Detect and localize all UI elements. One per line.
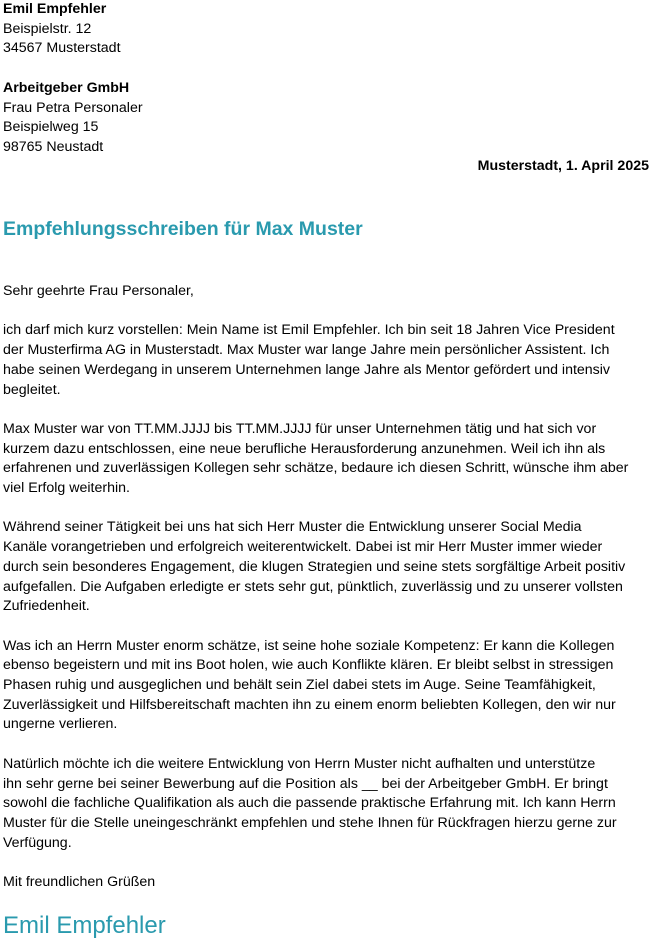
paragraph-line: sowohl die fachliche Qualifikation als auch die passende praktische Erfahrung mit. Ich kann Herrn — [3, 795, 616, 812]
paragraph-line: Natürlich möchte ich die weitere Entwicklung von Herrn Muster nicht aufhalten und unterstütze — [3, 755, 596, 772]
paragraph-recommendation — [3, 755, 649, 854]
paragraph-line: ich darf mich kurz vorstellen: Mein Name ist Emil Empfehler. Ich bin seit 18 Jahren Vice President — [3, 322, 615, 339]
paragraph-line: Verfügung. — [3, 834, 72, 851]
paragraph-line: begleitet. — [3, 381, 61, 398]
paragraph-line: kurzem dazu entschlossen, eine neue berufliche Herausforderung anzunehmen. Weil ich ihn als — [3, 440, 606, 457]
paragraph-line: ungerne verlieren. — [3, 716, 118, 733]
paragraph-line: habe seinen Werdegang in unserem Unternehmen lange Jahre als Mentor gefördert und intensiv — [3, 361, 611, 378]
letter-body — [3, 282, 649, 912]
paragraph-line: durch sein besonderes Engagement, die klugen Strategien und seine stets sorgfältige Arbeit positiv — [3, 558, 626, 575]
paragraph-line: aufgefallen. Die Aufgaben erledigte er stets sehr gut, pünktlich, zuverlässig und zu unserer vollsten — [3, 578, 623, 595]
paragraph-social-skills — [3, 637, 649, 736]
paragraph-line: Während seiner Tätigkeit bei uns hat sich Herr Muster die Entwicklung unserer Social Media — [3, 519, 582, 536]
letter-date: Musterstadt, 1. April 2025 — [477, 158, 649, 174]
salutation: Sehr geehrte Frau Personaler, — [3, 283, 194, 299]
closing: Mit freundlichen Grüßen — [3, 874, 156, 890]
paragraph-line: Kanäle vorangetrieben und erfolgreich weiterentwickelt. Dabei ist mir Herr Muster immer wieder — [3, 539, 603, 556]
paragraph-line: Max Muster war von TT.MM.JJJJ bis TT.MM.JJJJ für unser Unternehmen tätig und hat sich vor — [3, 420, 597, 437]
sender-city: 34567 Musterstadt — [3, 40, 121, 57]
paragraph-line: ebenso begeistern und mit ins Boot holen, wie auch Konflikte klären. Er bleibt selbst in stressigen — [3, 657, 614, 674]
paragraph-line: Zuverlässigkeit und Hilfsbereitschaft machten ihn zu einem enorm beliebten Kollegen, den wir nur — [3, 696, 616, 713]
paragraph-performance — [3, 518, 649, 617]
salutation-paragraph — [3, 282, 649, 302]
paragraph-employment — [3, 420, 649, 499]
paragraph-introduction — [3, 321, 649, 400]
paragraph-line: erfahrenen und zuverlässigen Kollegen sehr schätze, bedaure ich diesen Schritt, wünsche ihm aber — [3, 460, 629, 477]
paragraph-line: der Musterfirma AG in Musterstadt. Max Muster war lange Jahre mein persönlicher Assistent. Ich — [3, 342, 610, 359]
paragraph-line: Phasen ruhig und ausgeglichen und behält sein Ziel dabei stets im Auge. Seine Teamfähigkeit, — [3, 677, 596, 693]
closing-paragraph — [3, 873, 649, 893]
sender-street: Beispielstr. 12 — [3, 20, 92, 37]
sender-name: Emil Empfehler — [3, 1, 107, 17]
recipient-city: 98765 Neustadt — [3, 139, 104, 156]
paragraph-line: ihn sehr gerne bei seiner Bewerbung auf die Position als __ bei der Arbeitgeber GmbH. Er bringt — [3, 775, 608, 792]
recipient-company: Arbeitgeber GmbH — [3, 80, 130, 96]
recipient-street: Beispielweg 15 — [3, 119, 99, 136]
recipient-contact: Frau Petra Personaler — [3, 99, 143, 116]
letter-subject: Empfehlungsschreiben für Max Muster — [3, 218, 363, 240]
paragraph-line: Zufriedenheit. — [3, 598, 90, 615]
recipient-address — [3, 79, 143, 158]
paragraph-line: Muster für die Stelle uneingeschränkt empfehlen und stehe Ihnen für Rückfragen hierzu gerne zur — [3, 814, 617, 831]
sender-address — [3, 0, 121, 59]
paragraph-line: viel Erfolg weiterhin. — [3, 480, 130, 496]
paragraph-line: Was ich an Herrn Muster enorm schätze, ist seine hohe soziale Kompetenz: Er kann die Kollegen — [3, 637, 615, 654]
signature: Emil Empfehler — [3, 912, 166, 939]
